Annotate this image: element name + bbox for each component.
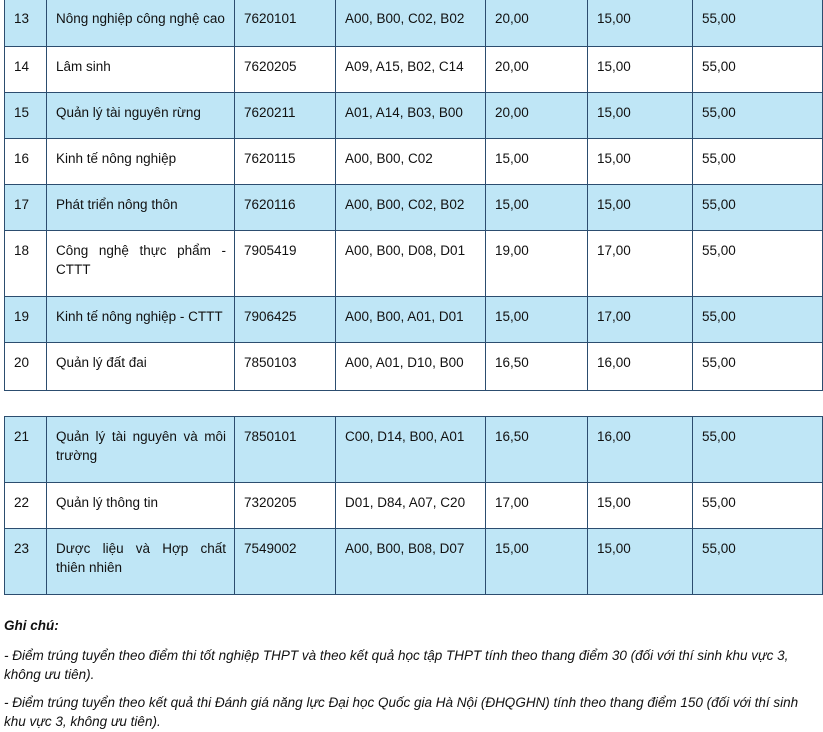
score-transcript: 17,00 (588, 231, 693, 297)
major-code: 7850103 (235, 343, 336, 391)
score-transcript: 15,00 (588, 483, 693, 529)
major-code: 7620116 (235, 185, 336, 231)
score-transcript: 15,00 (588, 0, 693, 47)
score-transcript: 17,00 (588, 297, 693, 343)
subject-combos: A00, A01, D10, B00 (336, 343, 486, 391)
score-thpt: 15,00 (486, 185, 588, 231)
notes-section (4, 616, 822, 635)
row-number: 19 (5, 297, 47, 343)
score-transcript: 16,00 (588, 417, 693, 483)
major-name: Quản lý tài nguyên rừng (47, 93, 235, 139)
score-transcript: 15,00 (588, 139, 693, 185)
row-number: 17 (5, 185, 47, 231)
score-hsa: 55,00 (693, 297, 823, 343)
major-name-line: Dược liệu và Hợp chất (56, 541, 226, 556)
major-name (47, 417, 235, 483)
table-row (5, 93, 823, 139)
major-name (47, 231, 235, 297)
major-name-line: Công nghệ thực phẩm - (56, 243, 226, 258)
row-number: 14 (5, 47, 47, 93)
major-name (47, 529, 235, 595)
major-code: 7905419 (235, 231, 336, 297)
notes-title: Ghi chú: (4, 618, 59, 633)
row-number: 13 (5, 0, 47, 47)
major-code: 7620211 (235, 93, 336, 139)
admission-table-bottom (4, 416, 823, 595)
subject-combos: A00, B00, C02, B02 (336, 185, 486, 231)
subject-combos: C00, D14, B00, A01 (336, 417, 486, 483)
subject-combos: A00, B00, D08, D01 (336, 231, 486, 297)
table-row (5, 529, 823, 595)
score-hsa: 55,00 (693, 529, 823, 595)
score-transcript: 15,00 (588, 93, 693, 139)
score-thpt: 15,00 (486, 297, 588, 343)
row-number: 20 (5, 343, 47, 391)
row-number: 21 (5, 417, 47, 483)
score-transcript: 15,00 (588, 185, 693, 231)
score-thpt: 15,00 (486, 139, 588, 185)
score-transcript: 15,00 (588, 529, 693, 595)
subject-combos: A00, B00, B08, D07 (336, 529, 486, 595)
score-thpt: 16,50 (486, 343, 588, 391)
table-row (5, 417, 823, 483)
subject-combos: A01, A14, B03, B00 (336, 93, 486, 139)
row-number: 22 (5, 483, 47, 529)
major-name: Quản lý thông tin (47, 483, 235, 529)
score-hsa: 55,00 (693, 231, 823, 297)
row-number: 23 (5, 529, 47, 595)
score-hsa: 55,00 (693, 483, 823, 529)
major-name: Nông nghiệp công nghệ cao (47, 0, 235, 47)
score-thpt: 15,00 (486, 529, 588, 595)
score-hsa: 55,00 (693, 185, 823, 231)
score-hsa: 55,00 (693, 0, 823, 47)
row-number: 18 (5, 231, 47, 297)
score-hsa: 55,00 (693, 139, 823, 185)
score-thpt: 20,00 (486, 93, 588, 139)
table-row (5, 0, 823, 47)
note-line: - Điểm trúng tuyển theo điểm thi tốt nghiệp THPT và theo kết quả học tập THPT tính theo thang điểm 30 (đối với thí sinh khu vực 3, không ưu tiên). (4, 648, 789, 682)
major-code: 7620101 (235, 0, 336, 47)
subject-combos: A00, B00, C02, B02 (336, 0, 486, 47)
score-thpt: 20,00 (486, 47, 588, 93)
row-number: 16 (5, 139, 47, 185)
major-code: 7906425 (235, 297, 336, 343)
score-thpt: 17,00 (486, 483, 588, 529)
score-transcript: 16,00 (588, 343, 693, 391)
major-name-line: CTTT (56, 262, 91, 277)
major-name-line: thiên nhiên (56, 560, 123, 575)
score-thpt: 19,00 (486, 231, 588, 297)
major-code: 7850101 (235, 417, 336, 483)
score-hsa: 55,00 (693, 93, 823, 139)
score-thpt: 16,50 (486, 417, 588, 483)
subject-combos: A00, B00, A01, D01 (336, 297, 486, 343)
major-code: 7549002 (235, 529, 336, 595)
major-code: 7620205 (235, 47, 336, 93)
table-row (5, 483, 823, 529)
table-row (5, 139, 823, 185)
table-row (5, 185, 823, 231)
score-thpt: 20,00 (486, 0, 588, 47)
subject-combos: A00, B00, C02 (336, 139, 486, 185)
major-name: Lâm sinh (47, 47, 235, 93)
major-code: 7620115 (235, 139, 336, 185)
table-row (5, 343, 823, 391)
major-name: Kinh tế nông nghiệp (47, 139, 235, 185)
score-hsa: 55,00 (693, 417, 823, 483)
major-name-line: trường (56, 448, 98, 463)
major-code: 7320205 (235, 483, 336, 529)
admission-table-top (4, 0, 823, 391)
table-row (5, 231, 823, 297)
major-name-line: Quản lý tài nguyên và môi (56, 429, 226, 444)
subject-combos: D01, D84, A07, C20 (336, 483, 486, 529)
table-row (5, 297, 823, 343)
table-row (5, 47, 823, 93)
subject-combos: A09, A15, B02, C14 (336, 47, 486, 93)
major-name: Quản lý đất đai (47, 343, 235, 391)
score-transcript: 15,00 (588, 47, 693, 93)
note-line: - Điểm trúng tuyển theo kết quả thi Đánh giá năng lực Đại học Quốc gia Hà Nội (ĐHQGHN) tính theo thang điểm 150 (đối với thí sinh khu vực 3, không ưu tiên). (4, 695, 799, 729)
score-hsa: 55,00 (693, 47, 823, 93)
major-name: Phát triển nông thôn (47, 185, 235, 231)
score-hsa: 55,00 (693, 343, 823, 391)
major-name: Kinh tế nông nghiệp - CTTT (47, 297, 235, 343)
row-number: 15 (5, 93, 47, 139)
